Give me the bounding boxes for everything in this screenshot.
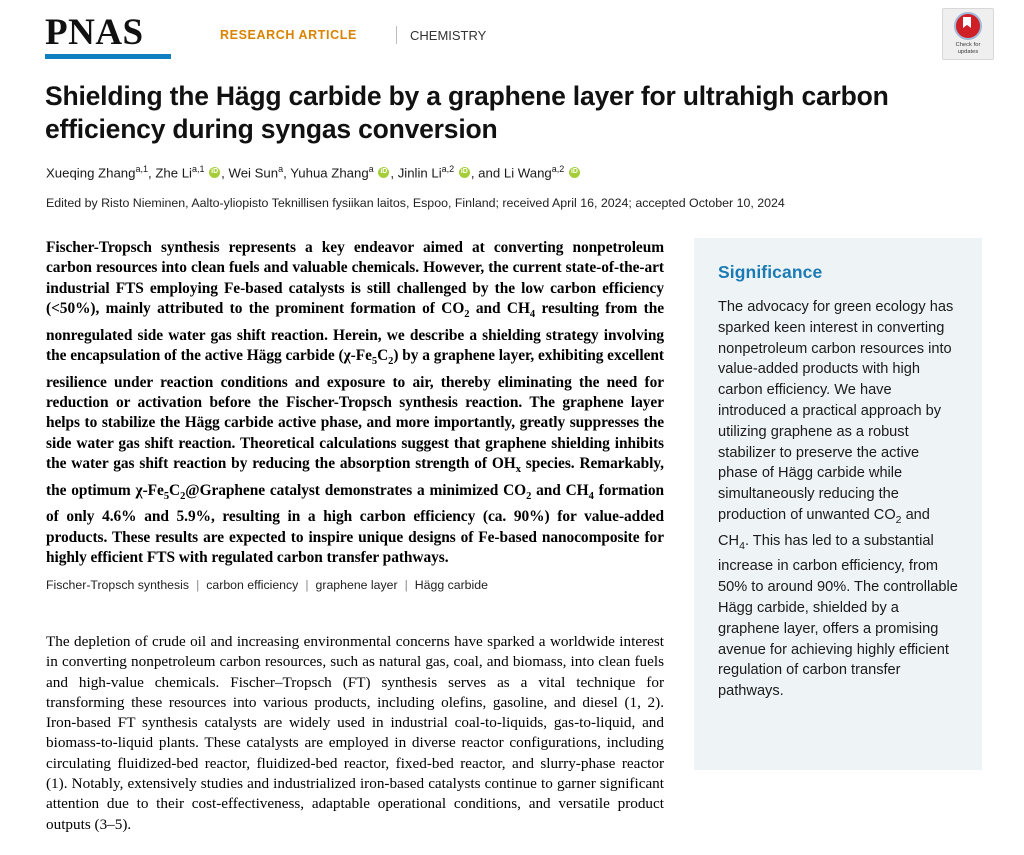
pnas-logo-text: PNAS	[45, 12, 144, 53]
logo-underline	[45, 54, 171, 59]
subject-label: CHEMISTRY	[410, 28, 487, 43]
significance-heading: Significance	[718, 262, 823, 282]
check-for-updates-badge[interactable]	[942, 8, 994, 60]
keyword-item[interactable]: carbon efficiency	[206, 578, 299, 592]
author-name[interactable]: Li Wang	[503, 165, 552, 181]
significance-text: The advocacy for green ecology has sparked keen interest in converting nonpetroleum carbon resources into value-added products with high carbon efficiency. We have introduced a practical approach by utilizing graphene as a robust stabilizer to preserve the active phase of Hägg carbide while simultaneously reducing the production of unwanted $CO_2$ and $CH_4$. This has led to a substantial increase in carbon efficiency, from 50% to around 90%. The controllable Hägg carbide, shielded by a graphene layer, offers a promising avenue for achieving highly efficient regulation of carbon transfer pathways.	[718, 299, 958, 700]
orcid-icon[interactable]	[378, 167, 389, 178]
article-type-kicker: RESEARCH ARTICLE	[220, 28, 357, 42]
badge-line-2: updates	[957, 49, 979, 55]
author-name[interactable]: Zhe Li	[155, 165, 192, 181]
orcid-icon[interactable]	[459, 167, 470, 178]
author-name[interactable]: Wei Sun	[228, 165, 279, 181]
pnas-logo[interactable]	[45, 14, 171, 59]
keyword-separator: |	[305, 578, 309, 592]
editor-line: Edited by Risto Nieminen, Aalto-yliopisto Teknillisen fysiikan laitos, Espoo, Finland; received April 16, 2024; accepted October 10, 2024	[46, 196, 785, 210]
page-header	[45, 8, 984, 66]
body-column	[46, 632, 664, 838]
header-divider	[396, 26, 397, 44]
author-affil-marker: a,2	[551, 164, 565, 174]
author-affil-marker: a	[368, 164, 374, 174]
orcid-icon[interactable]	[209, 167, 220, 178]
keyword-list	[46, 578, 664, 592]
keyword-separator: |	[196, 578, 200, 592]
abstract-text: Fischer-Tropsch synthesis represents a key endeavor aimed at converting nonpetroleum carbon resources into clean fuels and valuable chemicals. However, the current state-of-the-art industrial FTS employing Fe-based catalysts is still challenged by the low carbon efficiency (<50%), mainly attributed to the prominent formation of $CO_2$ and $CH_4$ resulting from the nonregulated side water gas shift reaction. Herein, we describe a shielding strategy involving the encapsulation of the active Hägg carbide $(\chi-Fe_5C_2)$ by a graphene layer, exhibiting excellent resilience under reaction conditions and exposure to air, thereby eliminating the need for reduction or activation before the Fischer-Tropsch synthesis reaction. The graphene layer helps to stabilize the Hägg carbide active phase, and more importantly, greatly suppresses the side water gas shift reaction. Theoretical calculations suggest that graphene shielding inhibits the water gas shift reaction by reducing the absorption strength of $OH_x$ species. Remarkably, the optimum $\chi-Fe_5C_2@Graphene$ catalyst demonstrates a minimized $CO_2$ and $CH_4$ formation of only 4.6% and 5.9%, resulting in a high carbon efficiency (ca. 90%) for value-added products. These results are expected to inspire unique designs of Fe-based nanocomposite for highly efficient FTS with regulated carbon transfer pathways.	[46, 239, 665, 566]
keyword-item[interactable]: Hägg carbide	[414, 578, 488, 592]
author-affil-marker: a	[278, 164, 284, 174]
author-list: Xueqing Zhang$^{a,1}$, Zhe Li$^{a,1}$ iD , Wei Sun$^a$, Yuhua Zhang$^a$ iD , Jinlin Li$^{a,2}$ iD , and Li Wang$^{a,2}$ iD	[46, 160, 946, 182]
author-affil-marker: a,2	[441, 164, 455, 174]
author-affil-marker: a,1	[135, 164, 148, 174]
keyword-item[interactable]: Fischer-Tropsch synthesis	[46, 578, 190, 592]
page-title: Shielding the Hägg carbide by a graphene layer for ultrahigh carbon efficiency during syngas conversion	[45, 81, 889, 144]
keyword-item[interactable]: graphene layer	[315, 578, 398, 592]
author-name[interactable]: Jinlin Li	[397, 165, 442, 181]
keyword-separator: |	[404, 578, 408, 592]
author-name[interactable]: Xueqing Zhang	[46, 165, 136, 181]
body-paragraph: The depletion of crude oil and increasing environmental concerns have sparked a worldwide interest in converting nonpetroleum carbon resources, such as natural gas, coal, and biomass, into clean fuels and high-value chemicals. Fischer–Tropsch (FT) synthesis serves as a vital technique for transforming these resources into various products, including olefins, gasoline, and diesel (1, 2). Iron-based FT synthesis catalysts are widely used in industrial coal-to-liquids, gas-to-liquid, and biomass-to-liquid plants. These catalysts are employed in diverse reactor configurations, including circulating fluidized-bed reactor, fluidized-bed reactor, fixed-bed reactor, and slurry-phase reactor (1). Notably, extensively studies and industrialized iron-based catalysts continue to garner significant attention due to their cost-effectiveness, adaptable operational conditions, and versatile product outputs (3–5).	[46, 633, 664, 833]
author-affil-marker: a,1	[191, 164, 205, 174]
bookmark-icon	[954, 12, 982, 40]
orcid-icon[interactable]	[569, 167, 580, 178]
significance-box	[694, 238, 982, 770]
badge-line-1: Check for	[955, 42, 981, 48]
author-name[interactable]: Yuhua Zhang	[290, 165, 369, 181]
